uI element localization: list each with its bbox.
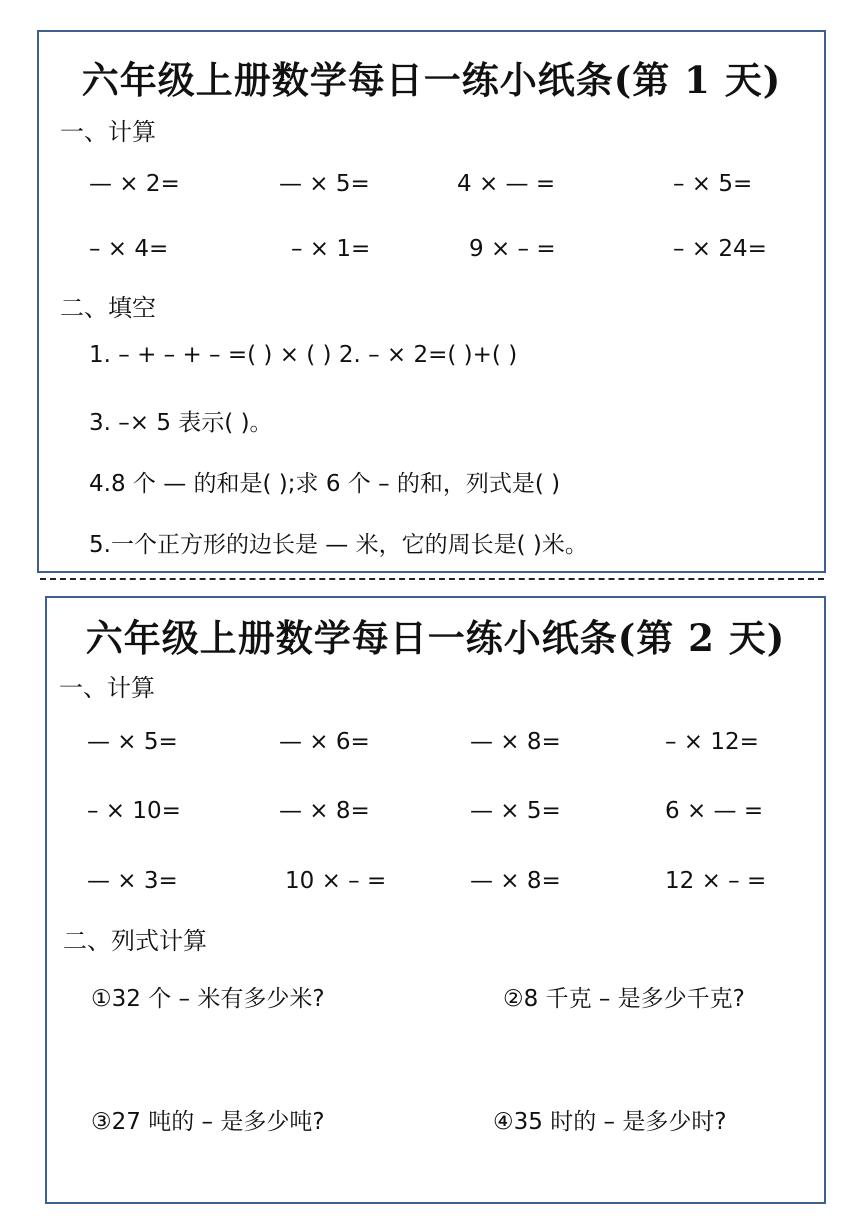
calc-item: – × 12= [665,729,759,755]
worksheet-day-2 [45,596,826,1204]
calc-item: — × 8= [470,868,561,894]
calc-item: — × 5= [87,729,178,755]
word-problem: ②8 千克 – 是多少千克? [503,986,745,1012]
calc-item: 12 × – = [665,868,767,894]
section-calculation: 一、计算 [59,674,155,702]
word-problem: ①32 个 – 米有多少米? [91,986,325,1012]
word-problem: ④35 时的 – 是多少时? [493,1109,727,1135]
fill-item: 3. –× 5 表示( )。 [89,410,273,436]
calc-item: 10 × – = [285,868,387,894]
fill-item: 4.8 个 — 的和是( );求 6 个 – 的和，列式是( ) [89,471,561,497]
calc-item: – × 1= [291,236,371,262]
fill-item: 5.一个正方形的边长是 — 米，它的周长是( )米。 [89,532,588,558]
worksheet-day-1 [37,30,826,573]
calc-item: 9 × – = [469,236,556,262]
calc-item: — × 3= [87,868,178,894]
calc-item: — × 8= [279,798,370,824]
calc-item: — × 6= [279,729,370,755]
calc-item: — × 5= [279,171,370,197]
cut-line [40,578,824,580]
calc-item: — × 8= [470,729,561,755]
calc-item: – × 5= [673,171,753,197]
section-calculation: 一、计算 [60,118,156,146]
fill-item: 1. – + – + – =( ) × ( ) 2. – × 2=( )+( ) [89,342,518,368]
section-word-problems: 二、列式计算 [63,927,207,955]
calc-item: – × 10= [87,798,181,824]
section-fill-blank: 二、填空 [60,294,156,322]
page-title: 六年级上册数学每日一练小纸条(第 2 天) [85,616,786,660]
word-problem: ③27 吨的 – 是多少吨? [91,1109,325,1135]
calc-item: – × 4= [89,236,169,262]
calc-item: – × 24= [673,236,767,262]
calc-item: — × 5= [470,798,561,824]
page-title: 六年级上册数学每日一练小纸条(第 1 天) [81,58,782,102]
calc-item: — × 2= [89,171,180,197]
calc-item: 4 × — = [457,171,556,197]
calc-item: 6 × — = [665,798,764,824]
